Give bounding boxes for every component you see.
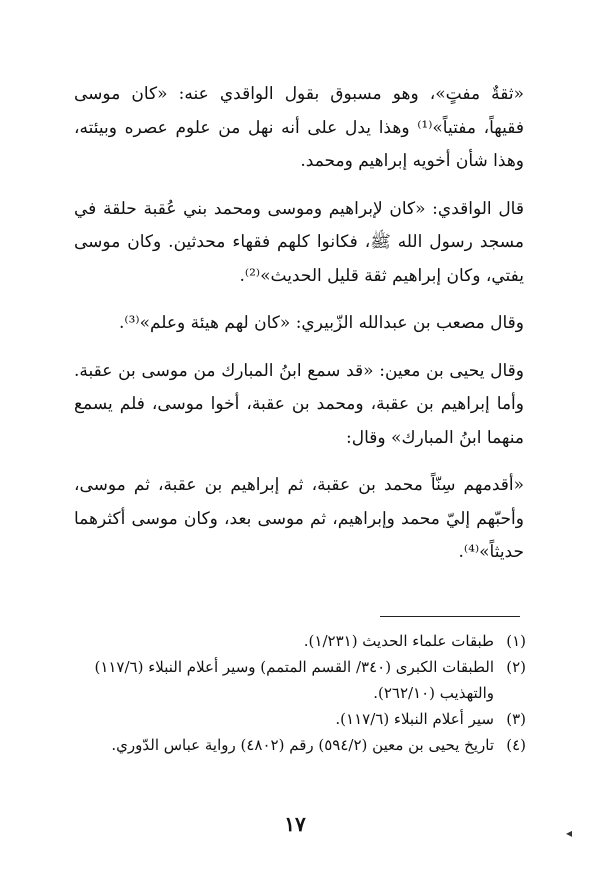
footnote-3 [70, 706, 526, 732]
footnote-number: (٣) [506, 710, 526, 728]
footnote-2 [70, 654, 526, 706]
footnote-text: الطبقات الكبرى (٣٤٠/ القسم المتمم) وسير أعلام النبلاء (١١٧/٦) والتهذيب (٢٦٢/١٠). [94, 658, 494, 702]
page-number: ١٧ [284, 812, 306, 836]
footnote-number: (١) [506, 632, 526, 650]
footnote-4 [70, 732, 526, 758]
main-text [74, 78, 524, 584]
scan-mark: ◂ [566, 826, 573, 840]
footnote-number: (٢) [506, 658, 526, 676]
footnote-divider [380, 616, 520, 617]
paragraph-1: «ثقةٌ مفتٍ»، وهو مسبوق بقول الواقدي عنه: «كان موسى فقيهاً، مفتياً»⁽¹⁾ وهذا يدل على أنه نهل من علوم عصره وبيئته، وهذا شأن أخويه إبراهيم ومحمد. [74, 84, 525, 171]
footnote-text: طبقات علماء الحديث (١/٢٣١). [303, 632, 494, 650]
paragraph-4: وقال يحيى بن معين: «قد سمع ابنُ المبارك من موسى بن عقبة. وأما إبراهيم بن عقبة، ومحمد بن عقبة، أخوا موسى، فلم يسمع منهما ابنُ المبارك» وقال: [74, 360, 524, 448]
paragraph-3: وقال مصعب بن عبدالله الزّبيري: «كان لهم هيئة وعلم»⁽³⁾. [118, 313, 524, 333]
footnote-number: (٤) [506, 736, 526, 754]
footnote-text: سير أعلام النبلاء (١١٧/٦). [335, 710, 494, 728]
paragraph-5: «أقدمهم سِنّاً محمد بن عقبة، ثم إبراهيم بن عقبة، ثم موسى، وأحبّهم إليّ محمد وإبراهيم، ثم موسى بعد، وكان موسى أكثرهما حديثاً»⁽⁴⁾. [74, 475, 524, 562]
footnote-1 [70, 628, 526, 654]
footnote-text: تاريخ يحيى بن معين (٥٩٤/٢) رقم (٤٨٠٢) رواية عباس الدّوري. [111, 736, 494, 754]
paragraph-2: قال الواقدي: «كان لإبراهيم وموسى ومحمد بني عُقبة حلقة في مسجد رسول الله ﷺ، فكانوا كلهم فقهاء محدثين. وكان موسى يفتي، وكان إبراهيم ثقة قليل الحديث»⁽²⁾. [74, 198, 524, 286]
footnotes [70, 628, 526, 758]
